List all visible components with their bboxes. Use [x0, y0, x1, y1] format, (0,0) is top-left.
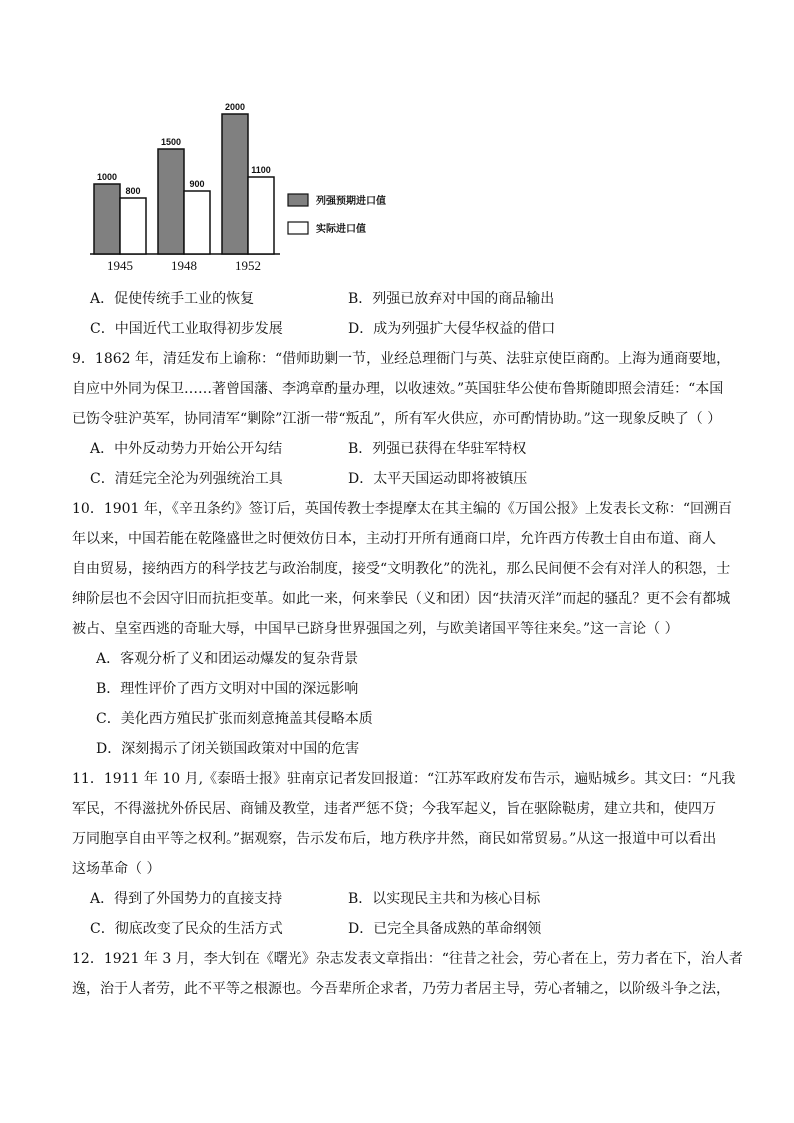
q10-line: 年以来，中国若能在乾隆盛世之时便效仿日本，主动打开所有通商口岸，允许西方传教士自由布道、商人	[72, 531, 716, 547]
q11-line: 军民，不得滋扰外侨民居、商铺及教堂，违者严惩不贷；今我军起义，旨在驱除鞑虏，建立共和，使四万	[72, 801, 716, 817]
q9-option-b[interactable]: B．列强已获得在华驻军特权	[348, 441, 527, 457]
bar-1948-actual	[184, 191, 210, 254]
q10-option-a[interactable]: A．客观分析了义和团运动爆发的复杂背景	[96, 651, 359, 667]
bar-1952-expected	[222, 114, 248, 254]
x-tick-label: 1948	[171, 258, 197, 273]
x-tick-label: 1952	[235, 258, 261, 273]
q9-line: 已饬令驻沪英军，协同清军“剿除”江浙一带“叛乱”，所有军火供应，亦可酌情协助。”这一现象反映了（ ）	[72, 411, 722, 427]
q11-option-c[interactable]: C．彻底改变了民众的生活方式	[90, 921, 283, 937]
q10-line: 绅阶层也不会因守旧而抗拒变革。如此一来，何来拳民（义和团）因“扶清灭洋”而起的骚乱？更不会有都城	[72, 591, 731, 607]
q11-line: 万同胞享自由平等之权利。”据观察，告示发布后，地方秩序井然，商民如常贸易。”从这一报道中可以看出	[72, 831, 717, 847]
q8-option-d[interactable]: D．成为列强扩大侵华权益的借口	[348, 321, 556, 337]
q11-option-d[interactable]: D．已完全具备成熟的革命纲领	[348, 921, 542, 937]
question-12	[72, 944, 743, 1004]
bar-chart	[80, 98, 420, 278]
data-label: 1100	[251, 165, 271, 175]
q9-line: 自应中外同为保卫……著曾国藩、李鸿章酌量办理，以收速效。”英国驻华公使布鲁斯随即照会清廷：“本国	[72, 381, 724, 397]
data-label: 900	[189, 179, 205, 189]
q10-line: 10．1901 年，《辛丑条约》签订后，英国传教士李提摩太在其主编的《万国公报》上发表长文称：“回溯百	[72, 501, 733, 517]
bar-1952-actual	[248, 177, 274, 254]
q8-option-b[interactable]: B．列强已放弃对中国的商品输出	[348, 291, 555, 307]
q10-option-b[interactable]: B．理性评价了西方文明对中国的深远影响	[96, 681, 359, 697]
q10-line: 自由贸易，接纳西方的科学技艺与政治制度，接受“文明教化”的洗礼，那么民间便不会有对洋人的积怨，士	[72, 561, 731, 577]
question-9	[72, 344, 732, 434]
q11-line: 这场革命（ ）	[72, 861, 161, 877]
data-label: 2000	[224, 102, 246, 112]
question-10	[72, 494, 732, 644]
bar-1948-expected	[158, 149, 184, 254]
data-label: 1000	[96, 172, 118, 182]
q11-options-row-2	[72, 914, 732, 944]
q11-options-row-1	[72, 884, 732, 914]
bar-1945-expected	[94, 184, 120, 254]
q11-option-b[interactable]: B．以实现民主共和为核心目标	[348, 891, 541, 907]
question-content	[72, 284, 743, 1004]
q10-line: 被占、皇室西逃的奇耻大辱，中国早已跻身世界强国之列，与欧美诸国平等往来矣。”这一言论（ ）	[72, 621, 679, 637]
q8-options-row-2	[72, 314, 732, 344]
q9-option-c[interactable]: C．清廷完全沦为列强统治工具	[90, 471, 283, 487]
q12-line: 逸，治于人者劳，此不平等之根源也。今吾辈所企求者，乃劳力者居主导，劳心者辅之，以阶级斗争之法，	[72, 981, 730, 997]
q9-option-a[interactable]: A．中外反动势力开始公开勾结	[90, 441, 283, 457]
q9-options-row-2	[72, 464, 732, 494]
legend-label: 实际进口值	[316, 224, 366, 235]
q10-option-d[interactable]: D．深刻揭示了闭关锁国政策对中国的危害	[96, 741, 360, 757]
data-label: 1500	[160, 137, 182, 147]
legend-swatch	[288, 222, 308, 234]
legend-label: 列强预期进口值	[316, 196, 386, 207]
q12-line: 12．1921 年 3 月，李大钊在《曙光》杂志发表文章指出：“往昔之社会，劳心者在上，劳力者在下，治人者	[72, 951, 743, 967]
q9-line: 9．1862 年，清廷发布上谕称：“借师助剿一节，业经总理衙门与英、法驻京使臣商酌。上海为通商要地，	[72, 351, 731, 367]
q11-option-a[interactable]: A．得到了外国势力的直接支持	[90, 891, 283, 907]
q8-option-c[interactable]: C．中国近代工业取得初步发展	[90, 321, 283, 337]
q8-option-a[interactable]: A．促使传统手工业的恢复	[90, 291, 255, 307]
x-tick-label: 1945	[107, 258, 133, 273]
data-label: 800	[125, 186, 141, 196]
bar-1945-actual	[120, 198, 146, 254]
question-11	[72, 764, 736, 884]
q11-line: 11．1911 年 10 月,《泰晤士报》驻南京记者发回报道：“江苏军政府发布告示，遍贴城乡。其文曰：“凡我	[72, 771, 736, 787]
q9-options-row-1	[72, 434, 732, 464]
q9-option-d[interactable]: D．太平天国运动即将被镇压	[348, 471, 528, 487]
q8-options-row-1	[72, 284, 732, 314]
legend-swatch	[288, 194, 308, 206]
q10-option-c[interactable]: C．美化西方殖民扩张而刻意掩盖其侵略本质	[96, 711, 373, 727]
